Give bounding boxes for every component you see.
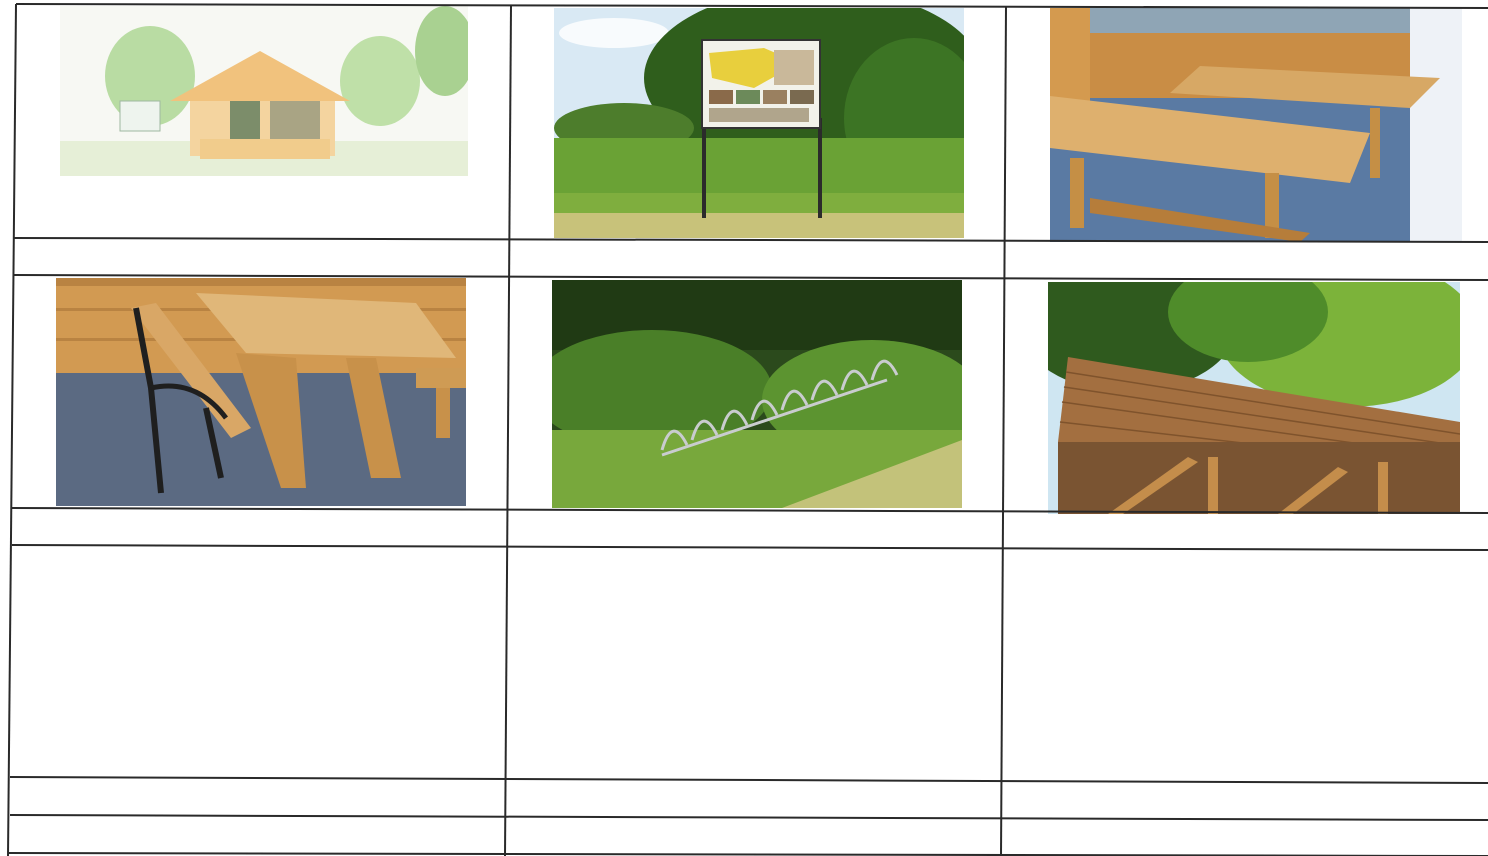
table-grid xyxy=(0,0,1488,856)
photo-documentation-sheet xyxy=(0,0,1488,856)
